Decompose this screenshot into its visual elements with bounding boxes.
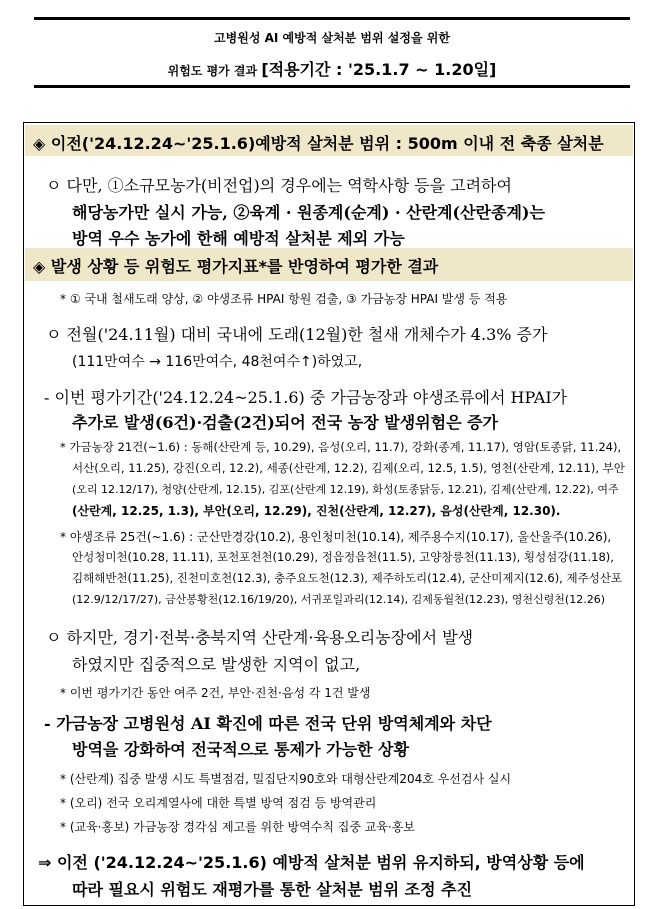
wild-list-line1: * 야생조류 25건(~1.6) : 군산만경강(10.2), 용인청미천(10.14), 제주용수지(10.17), 울산울주(10.26), — [60, 530, 612, 544]
title-line2-text: 위험도 평가 결과 — [167, 64, 258, 78]
para3-line2: 하였지만 집중적으로 발생한 지역이 없고, — [72, 655, 361, 674]
farm-list-line1: * 가금농장 21건(~1.6) : 동해(산란계 등, 10.29), 음성(오리, 11.7), 강화(종계, 11.17), 영암(토종닭, 11.24), — [60, 440, 622, 454]
title-box — [34, 17, 630, 88]
content-box — [23, 122, 635, 906]
previous-heading: ◈ 이전('24.12.24~'25.1.6)예방적 살처분 범위 : 500m 이내 전 축종 살처분 — [33, 134, 604, 153]
para3-note: * 이번 평가기간 동안 여주 2건, 부안·진천·음성 각 1건 발생 — [60, 686, 371, 700]
farm-list-line2: 서산(오리, 11.25), 강진(오리, 12.2), 세종(산란계, 12.2), 김제(오리, 12.5, 1.5), 영천(산란계, 12.11), 부안 — [72, 461, 625, 475]
wild-list-line3: 김해해반천(11.25), 진천미호천(12.3), 충주요도천(12.3), 제주하도리(12.4), 군산미제지(12.6), 제주성산포 — [72, 571, 623, 585]
para3-line1: ㅇ 하지만, 경기·전북·충북지역 산란계·육용오리농장에서 발생 — [46, 628, 474, 647]
note-education: * (교육·홍보) 가금농장 경각심 제고를 위한 방역수칙 집중 교육·홍보 — [60, 820, 415, 834]
wild-list-line4: (12.9/12/17/27), 금산봉황천(12.16/19/20), 서귀포일과리(12.14), 김제동월천(12.23), 영천신령천(12.26) — [72, 593, 606, 606]
previous-line3: 방역 우수 농가에 한해 예방적 살처분 제외 가능 — [72, 229, 405, 248]
farm-list-line4: (산란계, 12.25, 1.3), 부안(오리, 12.29), 진천(산란계, 12.27), 음성(산란계, 12.30). — [72, 504, 561, 518]
wild-list-line2: 안성청미천(10.28, 11.11), 포천포천천(10.29), 정읍정읍천(11.5), 고양창릉천(11.13), 횡성섬강(11.18), — [72, 550, 614, 564]
note-duck: * (오리) 전국 오리계열사에 대한 특별 방역 점검 등 방역관리 — [60, 796, 377, 810]
title-line1: 고병원성 AI 예방적 살처분 범위 설정을 위한 — [214, 31, 450, 45]
assessment-heading: ◈ 발생 상황 등 위험도 평가지표*를 반영하여 평가한 결과 — [33, 257, 439, 276]
conclusion-line1: ⇒ 이전 ('24.12.24~'25.1.6) 예방적 살처분 범위 유지하되, 방역상황 등에 — [38, 853, 585, 872]
para4-line1: - 가금농장 고병원성 AI 확진에 따른 전국 단위 방역체계와 차단 — [44, 714, 492, 733]
farm-list-line3: (오리 12.12/17), 청양(산란계, 12.15), 김포(산란계 12.19), 화성(토종닭등, 12.21), 김제(산란계, 12.22), 여주 — [72, 483, 619, 496]
title-period: [적용기간 : '25.1.7 ~ 1.20일] — [261, 60, 497, 79]
title-line2 — [34, 54, 630, 87]
para1-line1: ㅇ 전월('24.11월) 대비 국내에 도래(12월)한 철새 개체수가 4.3% 증가 — [46, 325, 548, 344]
para2-line2: 추가로 발생(6건)·검출(2건)되어 전국 농장 발생위험은 증가 — [72, 413, 499, 432]
previous-line2: 해당농가만 실시 가능, ②육계 · 원종계(순계) · 산란계(산란종계)는 — [72, 203, 545, 222]
conclusion-line2: 따라 필요시 위험도 재평가를 통한 살처분 범위 조정 추진 — [72, 880, 473, 899]
note-laying-hen: * (산란계) 집중 발생 시도 특별점검, 밀집단지90호와 대형산란계204호 우선검사 실시 — [60, 772, 512, 786]
para1-line2: (111만여수 → 116만여수, 48천여수↑)하였고, — [72, 354, 363, 370]
assessment-note: * ① 국내 철새도래 양상, ② 야생조류 HPAI 항원 검출, ③ 가금농장 HPAI 발생 등 적용 — [60, 292, 508, 306]
para2-line1: - 이번 평가기간('24.12.24~25.1.6) 중 가금농장과 야생조류에서 HPAI가 — [44, 388, 568, 407]
para4-line2: 방역을 강화하여 전국적으로 통제가 가능한 상황 — [72, 740, 409, 759]
previous-line1: ㅇ 다만, ①소규모농가(비전업)의 경우에는 역학사항 등을 고려하여 — [46, 176, 512, 195]
